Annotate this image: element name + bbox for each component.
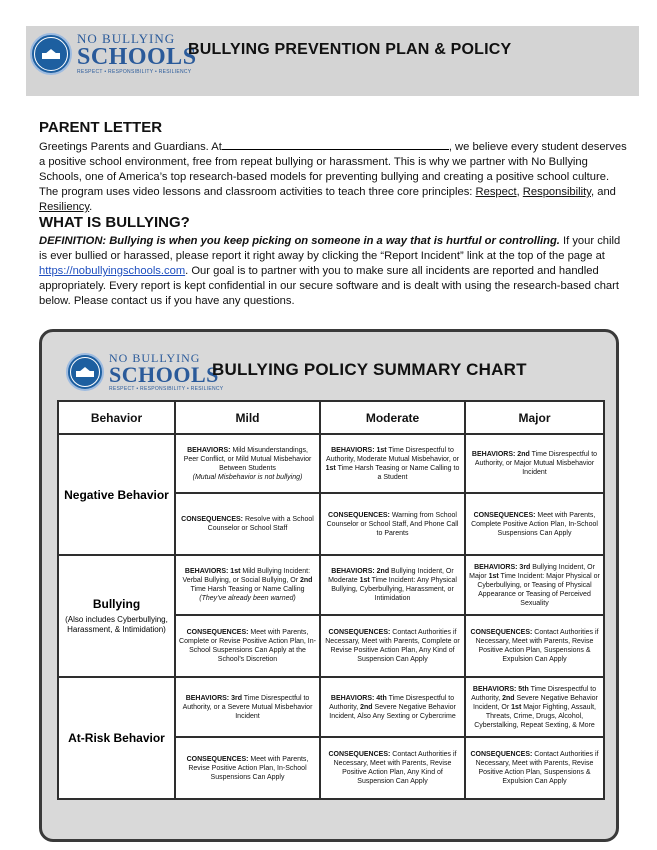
at-risk-major-behaviors: BEHAVIORS: 5th Time Disrespectful to Authority, 2nd Severe Negative Behavior Incident, Or 1st Major Fighting, Assault, Threats, Crime, Drugs, Alcohol, Cyberstalking, Repeat Sexting, & More [465, 677, 604, 737]
row-label-bullying [58, 555, 175, 677]
at-risk-mild-consequences: CONSEQUENCES: Meet with Parents, Revise Positive Action Plan, In-School Suspensions Can Apply [175, 737, 320, 799]
website-link[interactable]: https://nobullyingschools.com [39, 265, 186, 277]
period: . [89, 201, 93, 213]
negative-mild-behaviors: BEHAVIORS: Mild Misunderstandings, Peer Conflict, or Mild Mutual Misbehavior Between Students (Mutual Misbehavior is not bullying) [175, 434, 320, 493]
row-sublabel: (Also includes Cyberbullying, Harassment, & Intimidation) [65, 615, 168, 634]
separator: , and [591, 186, 616, 198]
principle-resiliency: Resiliency [39, 201, 90, 213]
row-label-text: At-Risk Behavior [68, 731, 165, 745]
logo-tagline: RESPECT • RESPONSIBILITY • RESILIENCY [77, 69, 192, 75]
parent-letter-heading: PARENT LETTER [39, 119, 163, 136]
chart-logo [66, 352, 223, 392]
table-header-row [58, 401, 604, 434]
table-row [58, 677, 604, 737]
bullying-major-consequences: CONSEQUENCES: Contact Authorities if Necessary, Meet with Parents, Revise Positive Action Plan, Suspensions & Expulsion Can Apply [465, 615, 604, 677]
letter-intro: Greetings Parents and Guardians. At [39, 141, 222, 153]
bullying-mild-consequences: CONSEQUENCES: Meet with Parents, Complete or Revise Positive Action Plan, In-School Suspensions Can Apply at the School’s Discretion [175, 615, 320, 677]
at-risk-mild-behaviors: BEHAVIORS: 3rd Time Disrespectful to Authority, or a Severe Mutual Misbehavior Incident [175, 677, 320, 737]
logo-main-text: SCHOOLS [77, 44, 197, 70]
letter-body: , we believe every student deserves a positive school environment, free from repeat bullying or harassment. This is why we partner with No Bullying Schools, one of America’s top research-based models for preventing bullying and creating a positive school culture. The program uses video lessons and classroom activities to teach three core principles: [39, 141, 627, 198]
row-label-at-risk [58, 677, 175, 799]
column-header-mild: Mild [175, 401, 320, 434]
parent-letter-text [39, 139, 629, 215]
logo-top-text: NO BULLYING [109, 351, 201, 365]
bullying-definition: DEFINITION: Bullying is when you keep picking on someone in a way that is hurtful or controlling. [39, 235, 560, 247]
negative-mild-consequences: CONSEQUENCES: Resolve with a School Counselor or School Staff [175, 493, 320, 555]
row-label-text: Negative Behavior [64, 487, 169, 502]
at-risk-moderate-consequences: CONSEQUENCES: Contact Authorities if Necessary, Meet with Parents, Revise Positive Action Plan, Any Kind of Suspension Can Apply [320, 737, 465, 799]
column-header-major: Major [465, 401, 604, 434]
table-row [58, 434, 604, 493]
column-header-moderate: Moderate [320, 401, 465, 434]
table-row [58, 555, 604, 615]
bullying-moderate-behaviors: BEHAVIORS: 2nd Bullying Incident, Or Moderate 1st Time Incident: Any Physical Bullying, Cyberbullying, Harassment, or Intimidation [320, 555, 465, 615]
at-risk-moderate-behaviors: BEHAVIORS: 4th Time Disrespectful to Authority, 2nd Severe Negative Behavior Incident, Also Any Sexting or Cybercrime [320, 677, 465, 737]
header-logo [30, 32, 197, 75]
bullying-major-behaviors: BEHAVIORS: 3rd Bullying Incident, Or Major 1st Time Incident: Major Physical or Cyberbullying, or Teasing of Physical Appearance or Teasing of Perceived Sexuality [465, 555, 604, 615]
bullying-moderate-consequences: CONSEQUENCES: Contact Authorities if Necessary, Meet with Parents, Complete or Revise Positive Action Plan, Any Kind of Suspension Can Apply [320, 615, 465, 677]
policy-table [57, 400, 605, 800]
school-seal-icon [30, 33, 72, 75]
school-seal-icon [66, 353, 104, 391]
at-risk-major-consequences: CONSEQUENCES: Contact Authorities if Necessary, Meet with Parents, Revise Positive Action Plan, Suspensions & Expulsion Can Apply [465, 737, 604, 799]
bullying-mild-behaviors: BEHAVIORS: 1st Mild Bullying Incident: Verbal Bullying, or Social Bullying, Or 2nd Time Harsh Teasing or Name Calling (They’ve already been warned) [175, 555, 320, 615]
row-label-negative [58, 434, 175, 555]
negative-major-consequences: CONSEQUENCES: Meet with Parents, Complete Positive Action Plan, In-School Suspensions Can Apply [465, 493, 604, 555]
school-name-blank [222, 139, 449, 150]
report-closing: . Our goal is to partner with you to make sure all incidents are reported and handled appropriately. Every report is kept confidential in our secure software and is dealt with using the research-based chart below. Please contact us if you have any questions. [39, 265, 619, 307]
negative-moderate-behaviors: BEHAVIORS: 1st Time Disrespectful to Authority, Moderate Mutual Misbehavior, or 1st Time Harsh Teasing or Name Calling to a Student [320, 434, 465, 493]
principle-responsibility: Responsibility [522, 186, 591, 198]
chart-title: BULLYING POLICY SUMMARY CHART [212, 360, 527, 379]
negative-moderate-consequences: CONSEQUENCES: Warning from School Counselor or School Staff, And Phone Call to Parents [320, 493, 465, 555]
page-title: BULLYING PREVENTION PLAN & POLICY [188, 41, 512, 58]
principle-respect: Respect [475, 186, 517, 198]
header-band [26, 26, 639, 96]
negative-major-behaviors: BEHAVIORS: 2nd Time Disrespectful to Authority, or Major Mutual Misbehavior Incident [465, 434, 604, 493]
what-is-bullying-heading: WHAT IS BULLYING? [39, 214, 190, 231]
logo-tagline: RESPECT • RESPONSIBILITY • RESILIENCY [109, 386, 224, 392]
what-is-bullying-text [39, 234, 629, 309]
report-instructions: If your child is ever bullied or harassed, please report it right away by clicking the “Report Incident” link at the top of the page at [39, 235, 621, 262]
logo-main-text: SCHOOLS [109, 362, 219, 387]
row-label-text: Bullying [92, 597, 141, 611]
policy-chart-frame [39, 329, 619, 842]
column-header-behavior: Behavior [58, 401, 175, 434]
logo-top-text: NO BULLYING [77, 31, 176, 46]
separator: , [516, 186, 523, 198]
